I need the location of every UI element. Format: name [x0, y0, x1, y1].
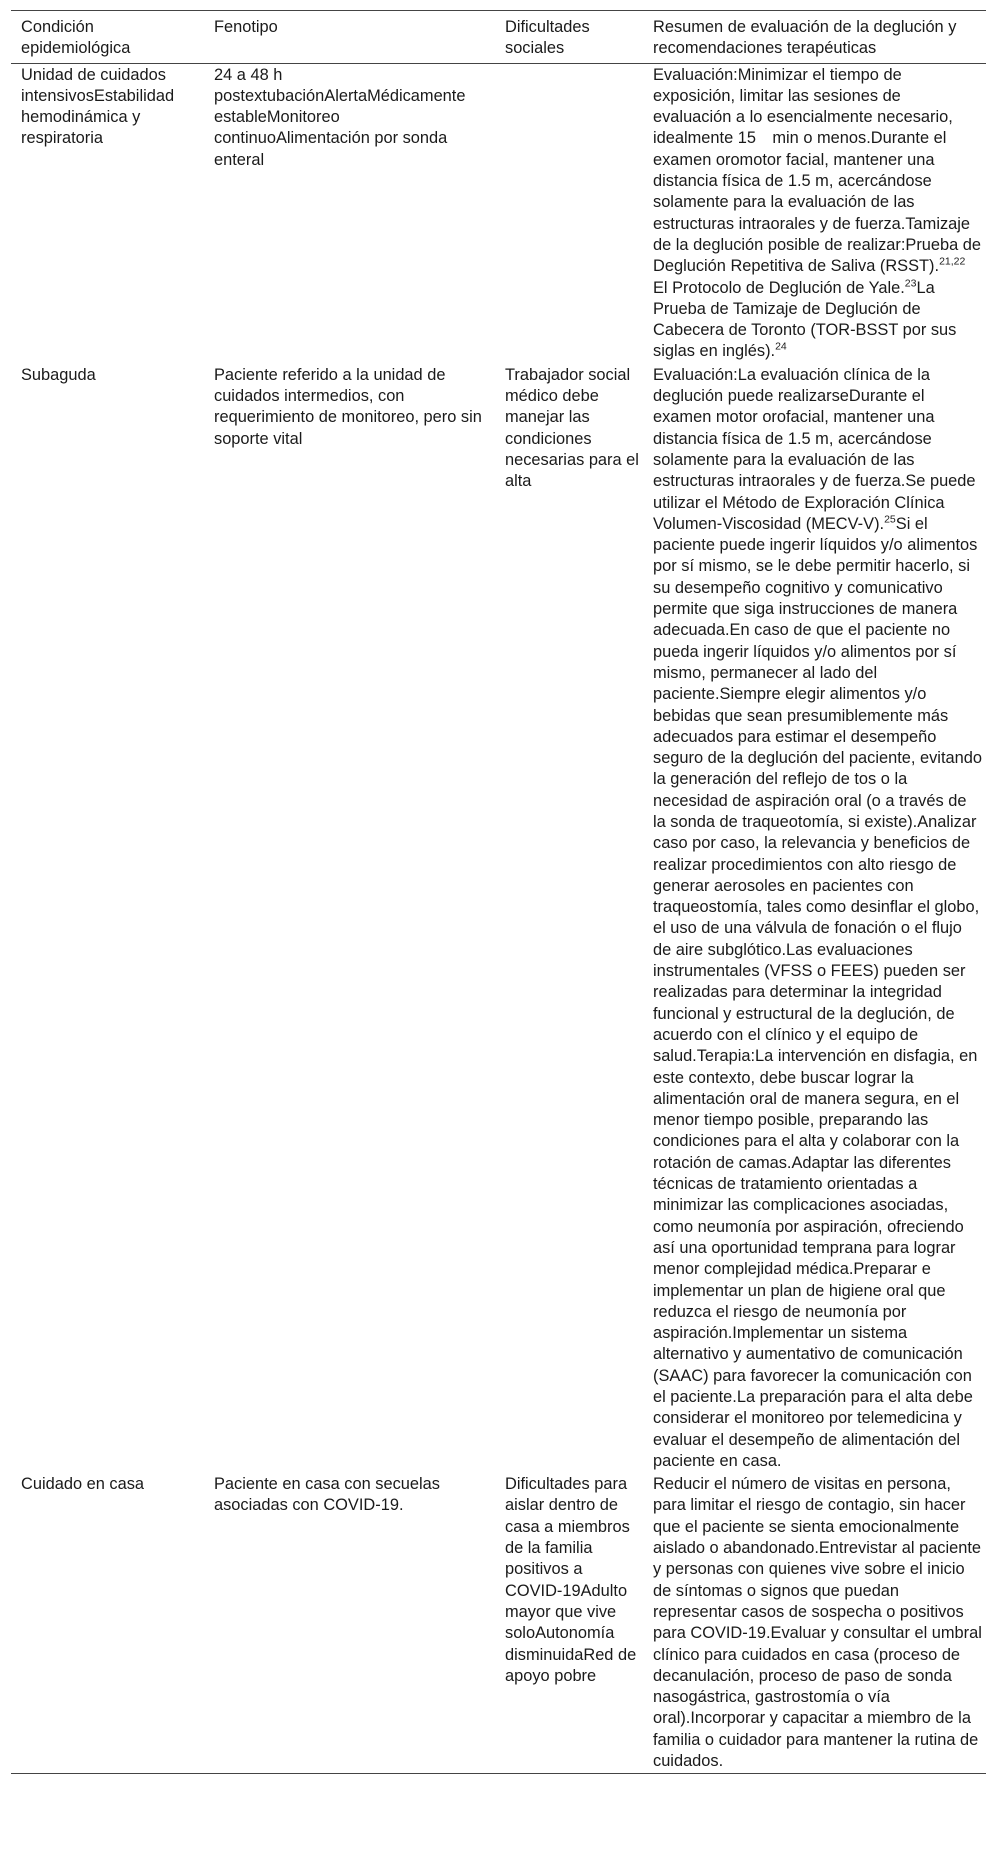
table-row: [11, 1473, 986, 1774]
cell-summary: [643, 364, 986, 1473]
citation: 24: [775, 340, 787, 353]
citation: 23: [904, 277, 917, 290]
summary-text: Evaluación:Minimizar el tiempo de exposición, limitar las sesiones de evaluación a lo esencialmente necesario, idealmente 15 min o menos.Durante el examen oromotor facial, mantener una distancia física de 1.5 m, acercándose solamente para la evaluación de las estructuras intraorales y de fuerza.Tamizaje de la deglución posible de realizar:Prueba de Deglución Repetitiva de Saliva (RSST).: [653, 65, 982, 276]
cell-condition: Cuidado en casa: [21, 1475, 145, 1494]
swallowing-recommendations-table: [11, 10, 986, 1774]
cell-social: [495, 63, 643, 364]
summary-text: Si el paciente puede ingerir líquidos y/o alimentos por sí mismo, se le debe permitir hacerlo, si su desempeño cognitivo y comunicativo permite que siga instrucciones de manera adecuada.En caso de que el paciente no pueda ingerir líquidos y/o alimentos por sí mismo, permanecer al lado del paciente.Siempre elegir alimentos y/o bebidas que sean presumiblemente más adecuados para estimar el desempeño seguro de la deglución del paciente, evitando la generación del reflejo de tos o la necesidad de aspiración oral (o a través de la sonda de traqueotomía, si existe).Analizar caso por caso, la relevancia y beneficios de realizar procedimientos con alto riesgo de generar aerosoles en pacientes con traqueostomía, tales como desinflar el globo, el uso de una válvula de fonación o el flujo de aire subglótico.Las evaluaciones instrumentales (VFSS o FEES) pueden ser realizadas para determinar la integridad funcional y estructural de la deglución, de acuerdo con el clínico y el equipo de salud.Terapia:La intervención en disfagia, en este contexto, debe buscar lograr la alimentación oral de manera segura, en el menor tiempo posible, preparando las condiciones para el alta y colaborar con la rotación de camas.Adaptar las diferentes técnicas de tratamiento orientadas a minimizar las complicaciones asociadas, como neumonía por aspiración, ofreciendo así una oportunidad temprana para lograr menor complejidad médica.Preparar e implementar un plan de higiene oral que reduzca el riesgo de neumonía por aspiración.Implementar un sistema alternativo y aumentativo de comunicación (SAAC) para favorecer la comunicación con el paciente.La preparación para el alta debe considerar el monitoreo por telemedicina y evaluar el desempeño de alimentación del paciente en casa.: [653, 514, 982, 1470]
cell-condition: Subaguda: [21, 365, 96, 384]
table-row: [11, 63, 986, 364]
header-phenotype: Fenotipo: [214, 18, 278, 36]
header-social: Dificultades sociales: [505, 18, 590, 58]
cell-condition: Unidad de cuidados intensivosEstabilidad hemodinámica y respiratoria: [21, 65, 175, 148]
summary-text: Reducir el número de visitas en persona, para limitar el riesgo de contagio, sin hacer que el paciente se sienta emocionalmente aislado o abandonado.Entrevistar al paciente y personas con quienes vive sobre el inicio de síntomas o signos que puedan representar casos de sospecha o positivos para COVID-19.Evaluar y consultar el umbral clínico para cuidados en casa (proceso de decanulación, proceso de paso de sonda nasogástrica, gastrostomía o vía oral).Incorporar y capacitar a miembro de la familia o cuidador para mantener la rutina de cuidados.: [653, 1475, 982, 1771]
cell-phenotype: 24 a 48 h postextubaciónAlertaMédicamente estableMonitoreo continuoAlimentación por sonda enteral: [214, 65, 466, 169]
cell-summary: [643, 1473, 986, 1774]
cell-social: Dificultades para aislar dentro de casa a miembros de la familia positivos a COVID-19Adulto mayor que vive soloAutonomía disminuidaRed de apoyo pobre: [505, 1475, 637, 1685]
cell-social: Trabajador social médico debe manejar las condiciones necesarias para el alta: [505, 365, 639, 491]
cell-phenotype: Paciente en casa con secuelas asociadas con COVID-19.: [214, 1475, 440, 1515]
citation: 21,22: [939, 255, 966, 268]
cell-phenotype: Paciente referido a la unidad de cuidados intermedios, con requerimiento de monitoreo, pero sin soporte vital: [214, 365, 482, 448]
cell-summary: [643, 63, 986, 364]
header-condition: Condición epidemiológica: [21, 18, 131, 58]
table-row: [11, 364, 986, 1473]
header-summary: Resumen de evaluación de la deglución y recomendaciones terapéuticas: [653, 18, 957, 58]
summary-text: Evaluación:La evaluación clínica de la deglución puede realizarseDurante el examen motor orofacial, mantener una distancia física de 1.5 m, acercándose solamente para la evaluación de las estructuras intraorales y de fuerza.Se puede utilizar el Método de Exploración Clínica Volumen-Viscosidad (MECV-V).: [653, 365, 976, 533]
table-header-row: [11, 11, 986, 64]
summary-text: La Prueba de Tamizaje de Deglución de Cabecera de Toronto (TOR-BSST por sus siglas en inglés).: [653, 278, 957, 361]
summary-text: El Protocolo de Deglución de Yale.: [653, 278, 905, 297]
citation: 25: [884, 513, 896, 526]
